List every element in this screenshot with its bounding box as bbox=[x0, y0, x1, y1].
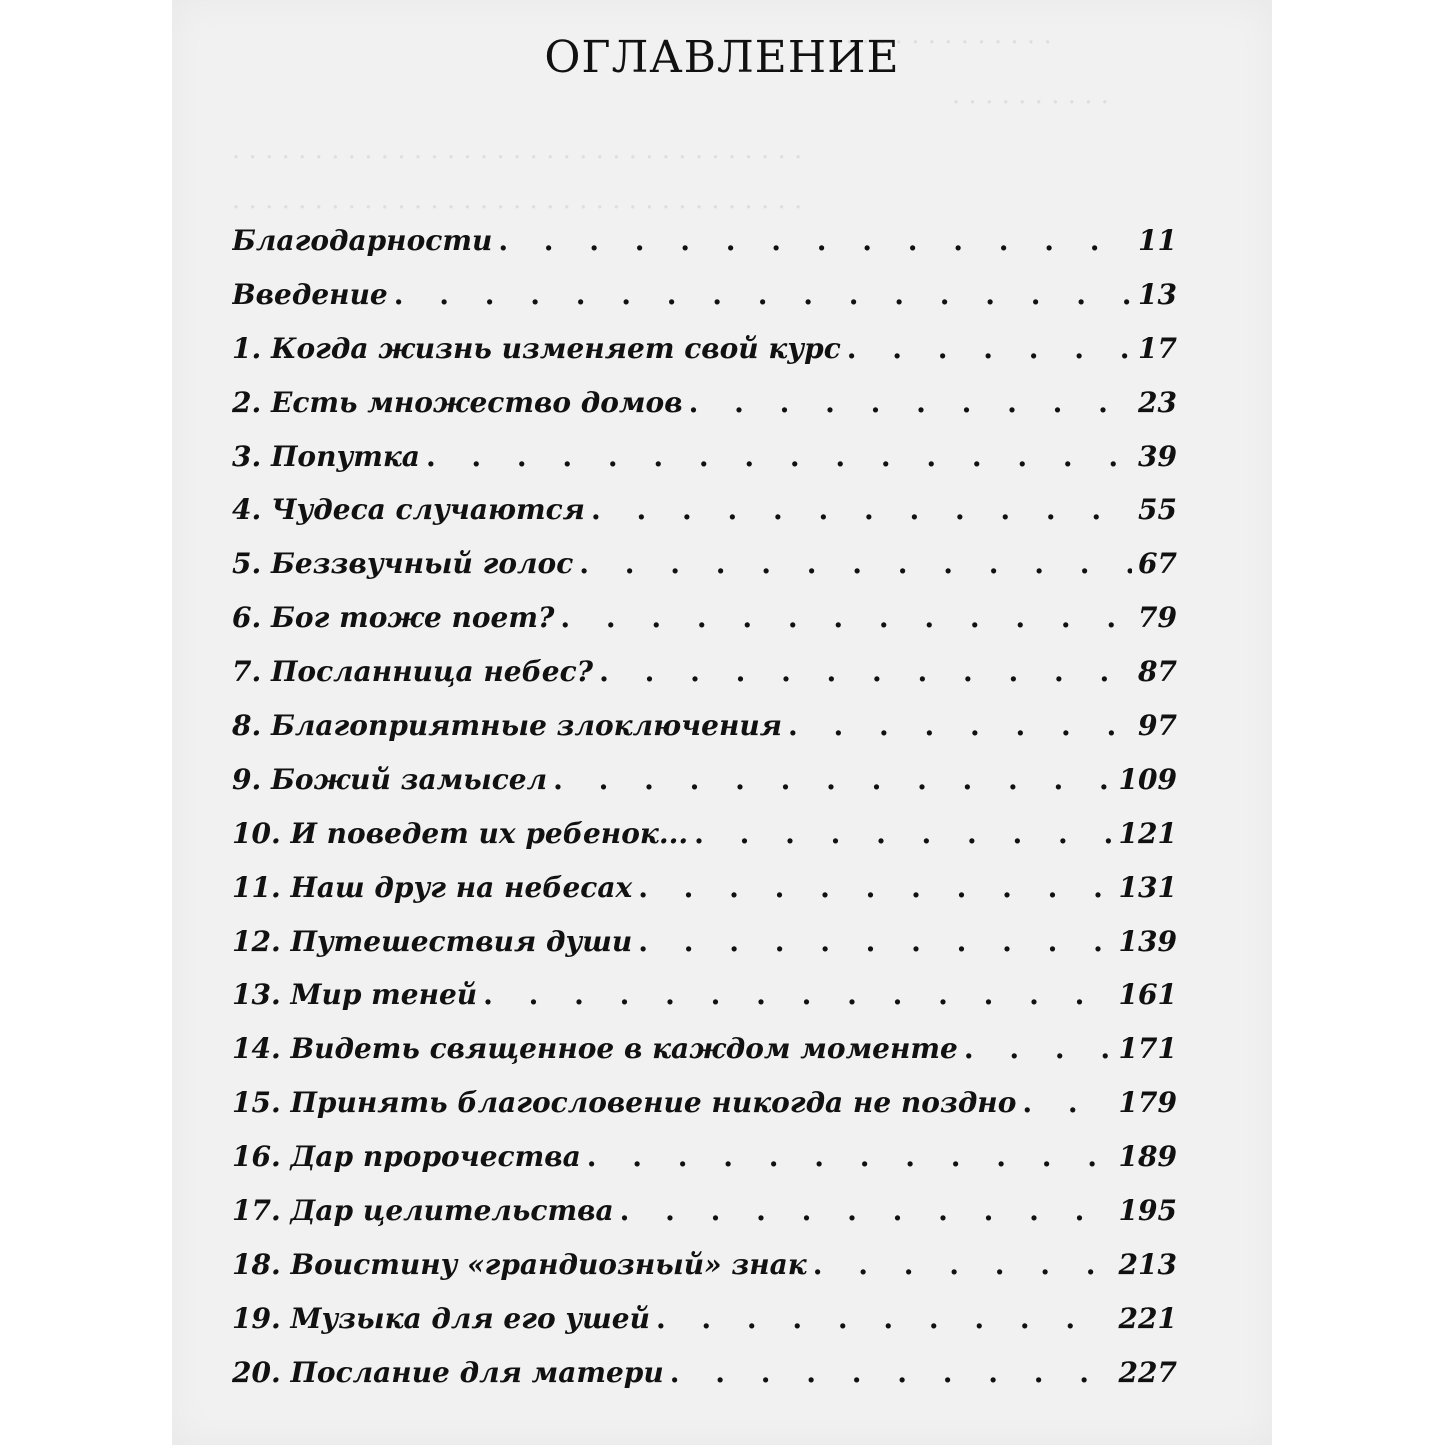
dot-leader bbox=[591, 493, 1132, 526]
toc-entry-title: 17. Дар целительства bbox=[232, 1194, 614, 1228]
toc-entry-title: 20. Послание для матери bbox=[232, 1355, 664, 1389]
toc-entry bbox=[232, 278, 1177, 332]
toc-entry-page: 179 bbox=[1118, 1086, 1177, 1120]
toc-entry-title: 3. Попутка bbox=[232, 439, 420, 473]
toc-entry-page: 121 bbox=[1118, 816, 1177, 850]
toc-entry-page: 55 bbox=[1138, 493, 1177, 527]
toc-entry-page: 79 bbox=[1138, 601, 1177, 635]
dot-leader bbox=[813, 1248, 1113, 1281]
show-through-line: . . . . . . . . . . . . . . . bbox=[812, 20, 1052, 50]
toc-entry-title: 6. Бог тоже поет? bbox=[232, 601, 555, 635]
dot-leader bbox=[587, 1140, 1113, 1173]
dot-leader bbox=[689, 386, 1132, 419]
toc-entry-title: 11. Наш друг на небесах bbox=[232, 870, 633, 904]
toc-entry bbox=[232, 1194, 1177, 1248]
dot-leader bbox=[394, 278, 1132, 311]
toc-entry bbox=[232, 224, 1177, 278]
dot-leader bbox=[498, 224, 1132, 257]
toc-entry-page: 195 bbox=[1118, 1194, 1177, 1228]
toc-entry-title: 8. Благоприятные злоключения bbox=[232, 709, 783, 743]
toc-entry-title: 12. Путешествия души bbox=[232, 924, 633, 958]
dot-leader bbox=[670, 1356, 1113, 1389]
toc-entry-page: 171 bbox=[1118, 1032, 1177, 1066]
toc-entry bbox=[232, 493, 1177, 547]
toc-entry-title: 18. Воистину «грандиозный» знак bbox=[232, 1247, 807, 1281]
dot-leader bbox=[1022, 1086, 1112, 1119]
toc-entry-page: 13 bbox=[1138, 277, 1177, 311]
dot-leader bbox=[847, 332, 1132, 365]
dot-leader bbox=[620, 1194, 1113, 1227]
dot-leader bbox=[553, 763, 1112, 796]
toc-entry bbox=[232, 1032, 1177, 1086]
toc-entry bbox=[232, 763, 1177, 817]
toc-entry-page: 17 bbox=[1138, 331, 1177, 365]
toc-entry-page: 11 bbox=[1138, 224, 1177, 257]
toc-entry-page: 227 bbox=[1118, 1355, 1177, 1389]
toc-entry bbox=[232, 1248, 1177, 1302]
page-title: ОГЛАВЛЕНИЕ bbox=[544, 32, 900, 83]
toc-entry bbox=[232, 817, 1177, 871]
dot-leader bbox=[656, 1302, 1113, 1335]
toc-entry bbox=[232, 655, 1177, 709]
toc-entry bbox=[232, 440, 1177, 494]
toc-entry-title: Благодарности bbox=[232, 224, 493, 257]
toc-entry-page: 213 bbox=[1118, 1247, 1177, 1281]
toc-entry-page: 161 bbox=[1118, 978, 1177, 1012]
show-through-line: . . . . . . . . . . . . . . . . . . . . . . . . . . . . . . . . . . . bbox=[232, 135, 803, 165]
book-page bbox=[172, 0, 1272, 1445]
toc-entry-page: 87 bbox=[1138, 655, 1177, 689]
toc-entry bbox=[232, 978, 1177, 1032]
table-of-contents bbox=[232, 224, 1177, 1410]
toc-entry bbox=[232, 709, 1177, 763]
toc-entry-title: 19. Музыка для его ушей bbox=[232, 1301, 650, 1335]
toc-entry-title: 5. Беззвучный голос bbox=[232, 547, 574, 581]
dot-leader bbox=[560, 601, 1132, 634]
toc-entry bbox=[232, 547, 1177, 601]
toc-entry bbox=[232, 925, 1177, 979]
toc-entry-page: 131 bbox=[1118, 870, 1177, 904]
toc-entry bbox=[232, 386, 1177, 440]
toc-entry bbox=[232, 871, 1177, 925]
dot-leader bbox=[638, 925, 1112, 958]
dot-leader bbox=[964, 1032, 1113, 1065]
toc-entry bbox=[232, 601, 1177, 655]
dot-leader bbox=[579, 547, 1132, 580]
toc-entry-page: 109 bbox=[1118, 762, 1177, 796]
dot-leader bbox=[599, 655, 1132, 688]
toc-entry-title: 7. Посланница небес? bbox=[232, 655, 594, 689]
toc-entry-title: 15. Принять благословение никогда не поздно bbox=[232, 1086, 1017, 1120]
dot-leader bbox=[426, 440, 1132, 473]
toc-entry bbox=[232, 1302, 1177, 1356]
toc-entry bbox=[232, 332, 1177, 386]
toc-entry bbox=[232, 1356, 1177, 1410]
toc-entry-title: Введение bbox=[232, 277, 388, 311]
toc-entry bbox=[232, 1140, 1177, 1194]
toc-entry-title: 2. Есть множество домов bbox=[232, 385, 683, 419]
toc-entry-title: 10. И поведет их ребенок... bbox=[232, 816, 689, 850]
dot-leader bbox=[483, 978, 1112, 1011]
toc-entry-title: 16. Дар пророчества bbox=[232, 1140, 581, 1174]
dot-leader bbox=[788, 709, 1132, 742]
toc-entry-title: 9. Божий замысел bbox=[232, 762, 548, 796]
dot-leader bbox=[694, 817, 1112, 850]
toc-entry-title: 14. Видеть священное в каждом моменте bbox=[232, 1032, 958, 1066]
dot-leader bbox=[638, 871, 1112, 904]
toc-entry-title: 13. Мир теней bbox=[232, 978, 478, 1012]
toc-entry-page: 23 bbox=[1138, 385, 1177, 419]
toc-entry-page: 39 bbox=[1138, 439, 1177, 473]
toc-entry-page: 97 bbox=[1138, 709, 1177, 743]
toc-entry-page: 221 bbox=[1118, 1301, 1177, 1335]
toc-entry-title: 1. Когда жизнь изменяет свой курс bbox=[232, 331, 841, 365]
toc-entry-page: 67 bbox=[1138, 547, 1177, 581]
show-through-line: . . . . . . . . . . bbox=[952, 80, 1110, 110]
toc-entry-title: 4. Чудеса случаются bbox=[232, 493, 585, 527]
toc-entry bbox=[232, 1086, 1177, 1140]
show-through-line: . . . . . . . . . . . . . . . . . . . . . . . . . . . . . . . . . . . bbox=[232, 185, 803, 215]
toc-entry-page: 189 bbox=[1118, 1140, 1177, 1174]
toc-entry-page: 139 bbox=[1118, 924, 1177, 958]
